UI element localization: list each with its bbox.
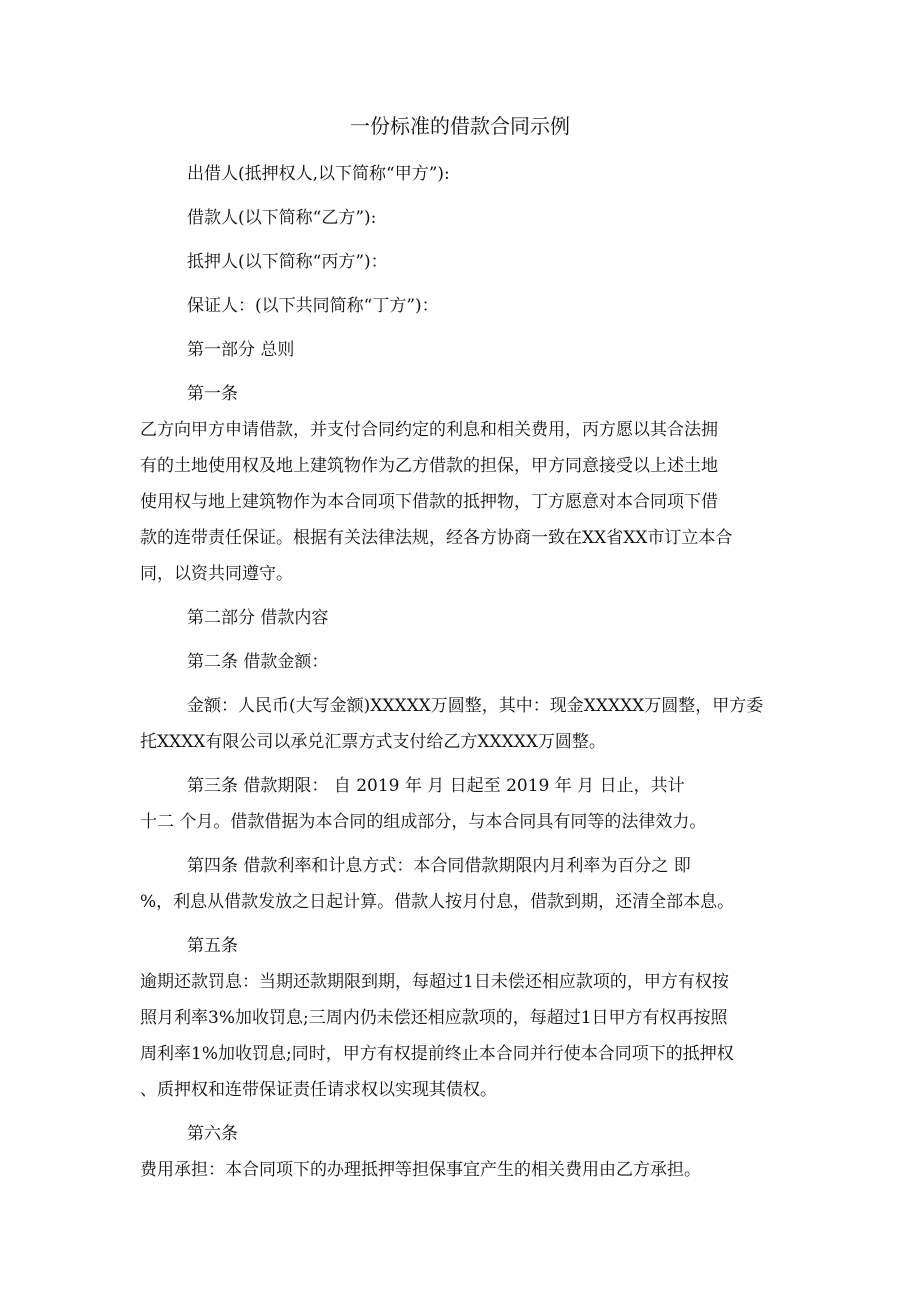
article4-text-line: 第四条 借款利率和计息方式：本合同借款期限内月利率为百分之 即	[187, 856, 691, 876]
article1-text-line: 同，以资共同遵守。	[140, 564, 293, 584]
article2-heading: 第二条 借款金额：	[187, 652, 329, 672]
article1-heading: 第一条	[187, 384, 238, 404]
article5-heading: 第五条	[187, 936, 238, 956]
part2-heading: 第二部分 借款内容	[187, 608, 329, 628]
article1-text-line: 乙方向甲方申请借款，并支付合同约定的利息和相关费用，丙方愿以其合法拥	[140, 420, 718, 440]
mortgagor-line: 抵押人(以下简称“丙方”)：	[187, 252, 388, 272]
article5-text-line: 周利率1%加收罚息;同时，甲方有权提前终止本合同并行使本合同项下的抵押权	[140, 1044, 734, 1064]
article1-text-line: 使用权与地上建筑物作为本合同项下借款的抵押物，丁方愿意对本合同项下借	[140, 492, 718, 512]
article6-heading: 第六条	[187, 1124, 238, 1144]
article6-text-line: 费用承担：本合同项下的办理抵押等担保事宜产生的相关费用由乙方承担。	[140, 1160, 701, 1180]
article2-text-line: 托XXXX有限公司以承兑汇票方式支付给乙方XXXXX万圆整。	[140, 732, 606, 752]
article3-text-line: 第三条 借款期限： 自 2019 年 月 日起至 2019 年 月 日止，共计	[187, 776, 685, 796]
article3-text-line: 十二 个月。借款借据为本合同的组成部分，与本合同具有同等的法律效力。	[140, 812, 707, 832]
article5-text-line: 照月利率3%加收罚息;三周内仍未偿还相应款项的，每超过1日甲方有权再按照	[140, 1008, 728, 1028]
article1-text-line: 有的土地使用权及地上建筑物作为乙方借款的担保，甲方同意接受以上述土地	[140, 456, 718, 476]
borrower-line: 借款人(以下简称“乙方”):	[187, 208, 377, 228]
article4-text-line: %，利息从借款发放之日起计算。借款人按月付息，借款到期，还清全部本息。	[140, 892, 735, 912]
article1-text-line: 款的连带责任保证。根据有关法律法规，经各方协商一致在XX省XX市订立本合	[140, 528, 733, 548]
lender-line: 出借人(抵押权人,以下简称“甲方”):	[187, 164, 450, 184]
part1-heading: 第一部分 总则	[187, 340, 295, 360]
document-title: 一份标准的借款合同示例	[350, 114, 570, 138]
article2-text-line: 金额：人民币(大写金额)XXXXX万圆整，其中：现金XXXXX万圆整，甲方委	[187, 696, 764, 716]
article5-text-line: 逾期还款罚息：当期还款期限到期，每超过1日未偿还相应款项的，甲方有权按	[140, 972, 729, 992]
article5-text-line: 、质押权和连带保证责任请求权以实现其债权。	[140, 1080, 497, 1100]
guarantor-line: 保证人：(以下共同简称“丁方”)：	[187, 296, 439, 316]
